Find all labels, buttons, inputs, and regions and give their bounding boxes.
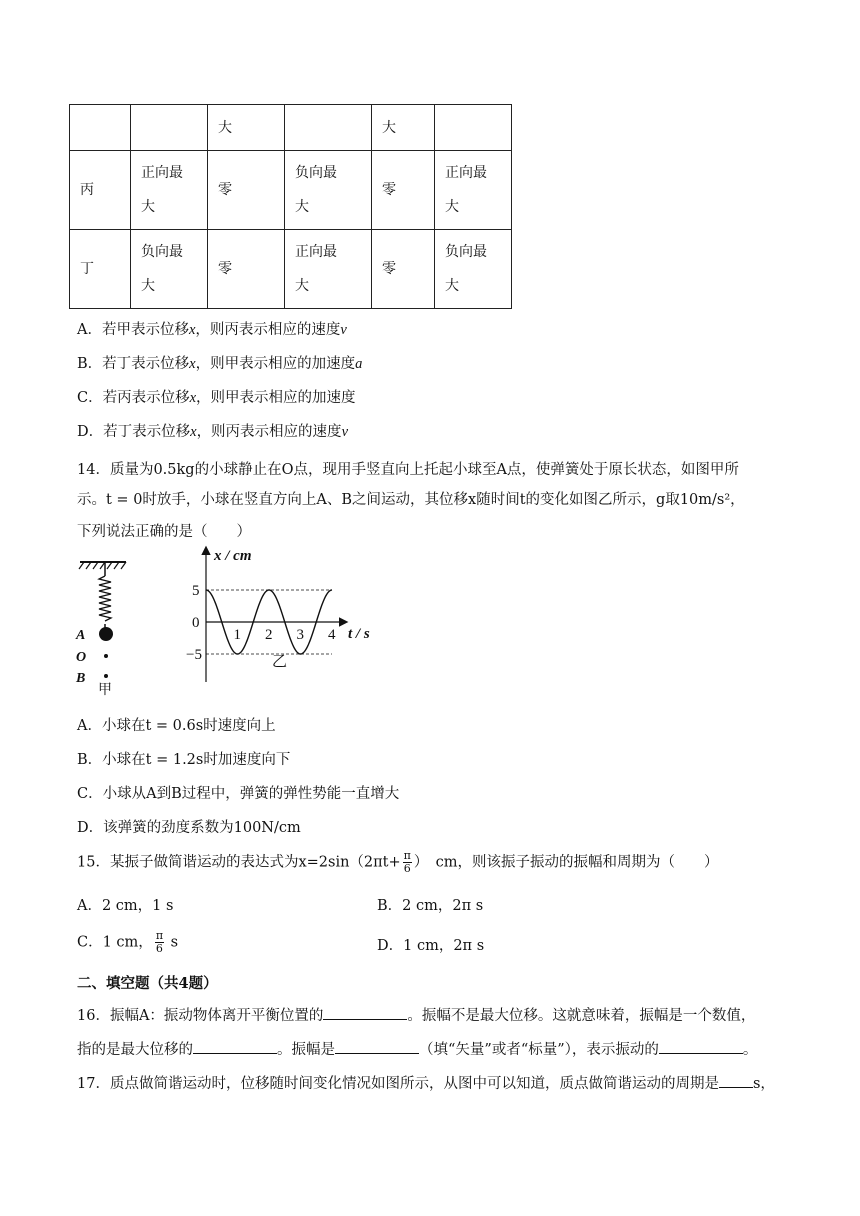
section-heading: 二、填空题（共4题） [77,975,218,992]
table-cell: 丙 [70,151,131,230]
x-tick-label: 1 [233,627,241,643]
y-axis-label: x / cm [214,548,252,564]
q14-option-c: C．小球从A到B过程中，弹簧的弹性势能一直增大 [77,786,400,802]
x-tick-label: 4 [328,627,336,643]
answer-blank[interactable] [193,1039,277,1054]
q15-stem: 15．某振子做简谐运动的表达式为x=2sin（2πt+ $\frac{\pi}{6}$ ） cm，则该振子振动的振幅和周期为（ ） [77,849,719,875]
table-cell: 负向最大 [131,230,208,309]
q13-option-d: D．若丁表示位移x，则丙表示相应的速度v [77,424,348,440]
table-cell [285,105,372,151]
y-tick-label: 5 [192,583,200,599]
q15-option-d: D．1 cm，2π s [377,938,485,954]
label-o: O [76,650,87,665]
y-tick-label: −5 [186,647,202,663]
answer-blank[interactable] [659,1039,743,1054]
table-row [70,230,512,309]
answer-blank[interactable] [335,1039,419,1054]
y-tick-label: 0 [192,615,200,631]
table-cell: 负向最大 [435,230,512,309]
q15-option-b: B．2 cm，2π s [377,898,484,914]
table-cell: 大 [372,105,435,151]
table-cell: 零 [208,151,285,230]
q14-stem-line3: 下列说法正确的是（ ） [77,524,251,540]
table-cell: 正向最大 [131,151,208,230]
label-jia: 甲 [98,682,112,696]
answer-blank[interactable] [719,1073,753,1088]
q16-line2: 指的是最大位移的 。振幅是 （填“矢量”或者“标量”），表示振动的 。 [77,1038,757,1059]
q14-option-a: A．小球在t = 0.6s时速度向上 [77,718,276,734]
table-cell: 正向最大 [285,230,372,309]
table-cell: 负向最大 [285,151,372,230]
q14-stem-line1: 14．质量为0.5kg的小球静止在O点，现用手竖直向上托起小球至A点，使弹簧处于原长状态，如图甲所 [77,462,739,478]
x-axis-label: t / s [348,626,370,642]
spring-figure [74,556,144,696]
q13-option-c: C．若丙表示位移x，则甲表示相应的加速度 [77,390,356,406]
table-row [70,105,512,151]
label-yi: 乙 [272,652,288,670]
table-cell [70,105,131,151]
table-cell [131,105,208,151]
x-tick-label: 3 [296,627,304,643]
q14-option-b: B．小球在t = 1.2s时加速度向下 [77,752,291,768]
x-tick-label: 2 [265,627,273,643]
answer-table [69,104,512,309]
q16-line1: 16．振幅A：振动物体离开平衡位置的 。振幅不是最大位移。这就意味着，振幅是一个数值， [77,1004,755,1025]
q14-stem-line2: 示。t = 0时放手，小球在竖直方向上A、B之间运动，其位移x随时间t的变化如图乙所示，g取10m/s²， [77,492,745,508]
table-cell: 零 [372,230,435,309]
table-row [70,151,512,230]
q17-line1: 17．质点做简谐运动时，位移随时间变化情况如图所示，从图中可以知道，质点做简谐运动的周期是 s， [77,1072,775,1093]
fraction: $\frac{\pi}{6}$ [155,929,164,955]
table-cell [435,105,512,151]
table-cell: 零 [372,151,435,230]
fraction: $\frac{\pi}{6}$ [403,849,411,875]
q14-option-d: D．该弹簧的劲度系数为100N/cm [77,820,301,836]
q15-option-c: C．1 cm， $\frac{\pi}{6}$ s [77,929,179,955]
q13-option-a: A．若甲表示位移x，则丙表示相应的速度v [77,322,347,338]
label-b: B [76,671,86,686]
table-cell: 丁 [70,230,131,309]
table-cell: 大 [208,105,285,151]
label-a: A [76,628,86,643]
q15-option-a: A．2 cm，1 s [77,898,174,914]
table-cell: 零 [208,230,285,309]
q13-option-b: B．若丁表示位移x，则甲表示相应的加速度a [77,356,363,372]
table-cell: 正向最大 [435,151,512,230]
answer-blank[interactable] [323,1005,407,1020]
displacement-time-chart [180,544,395,704]
